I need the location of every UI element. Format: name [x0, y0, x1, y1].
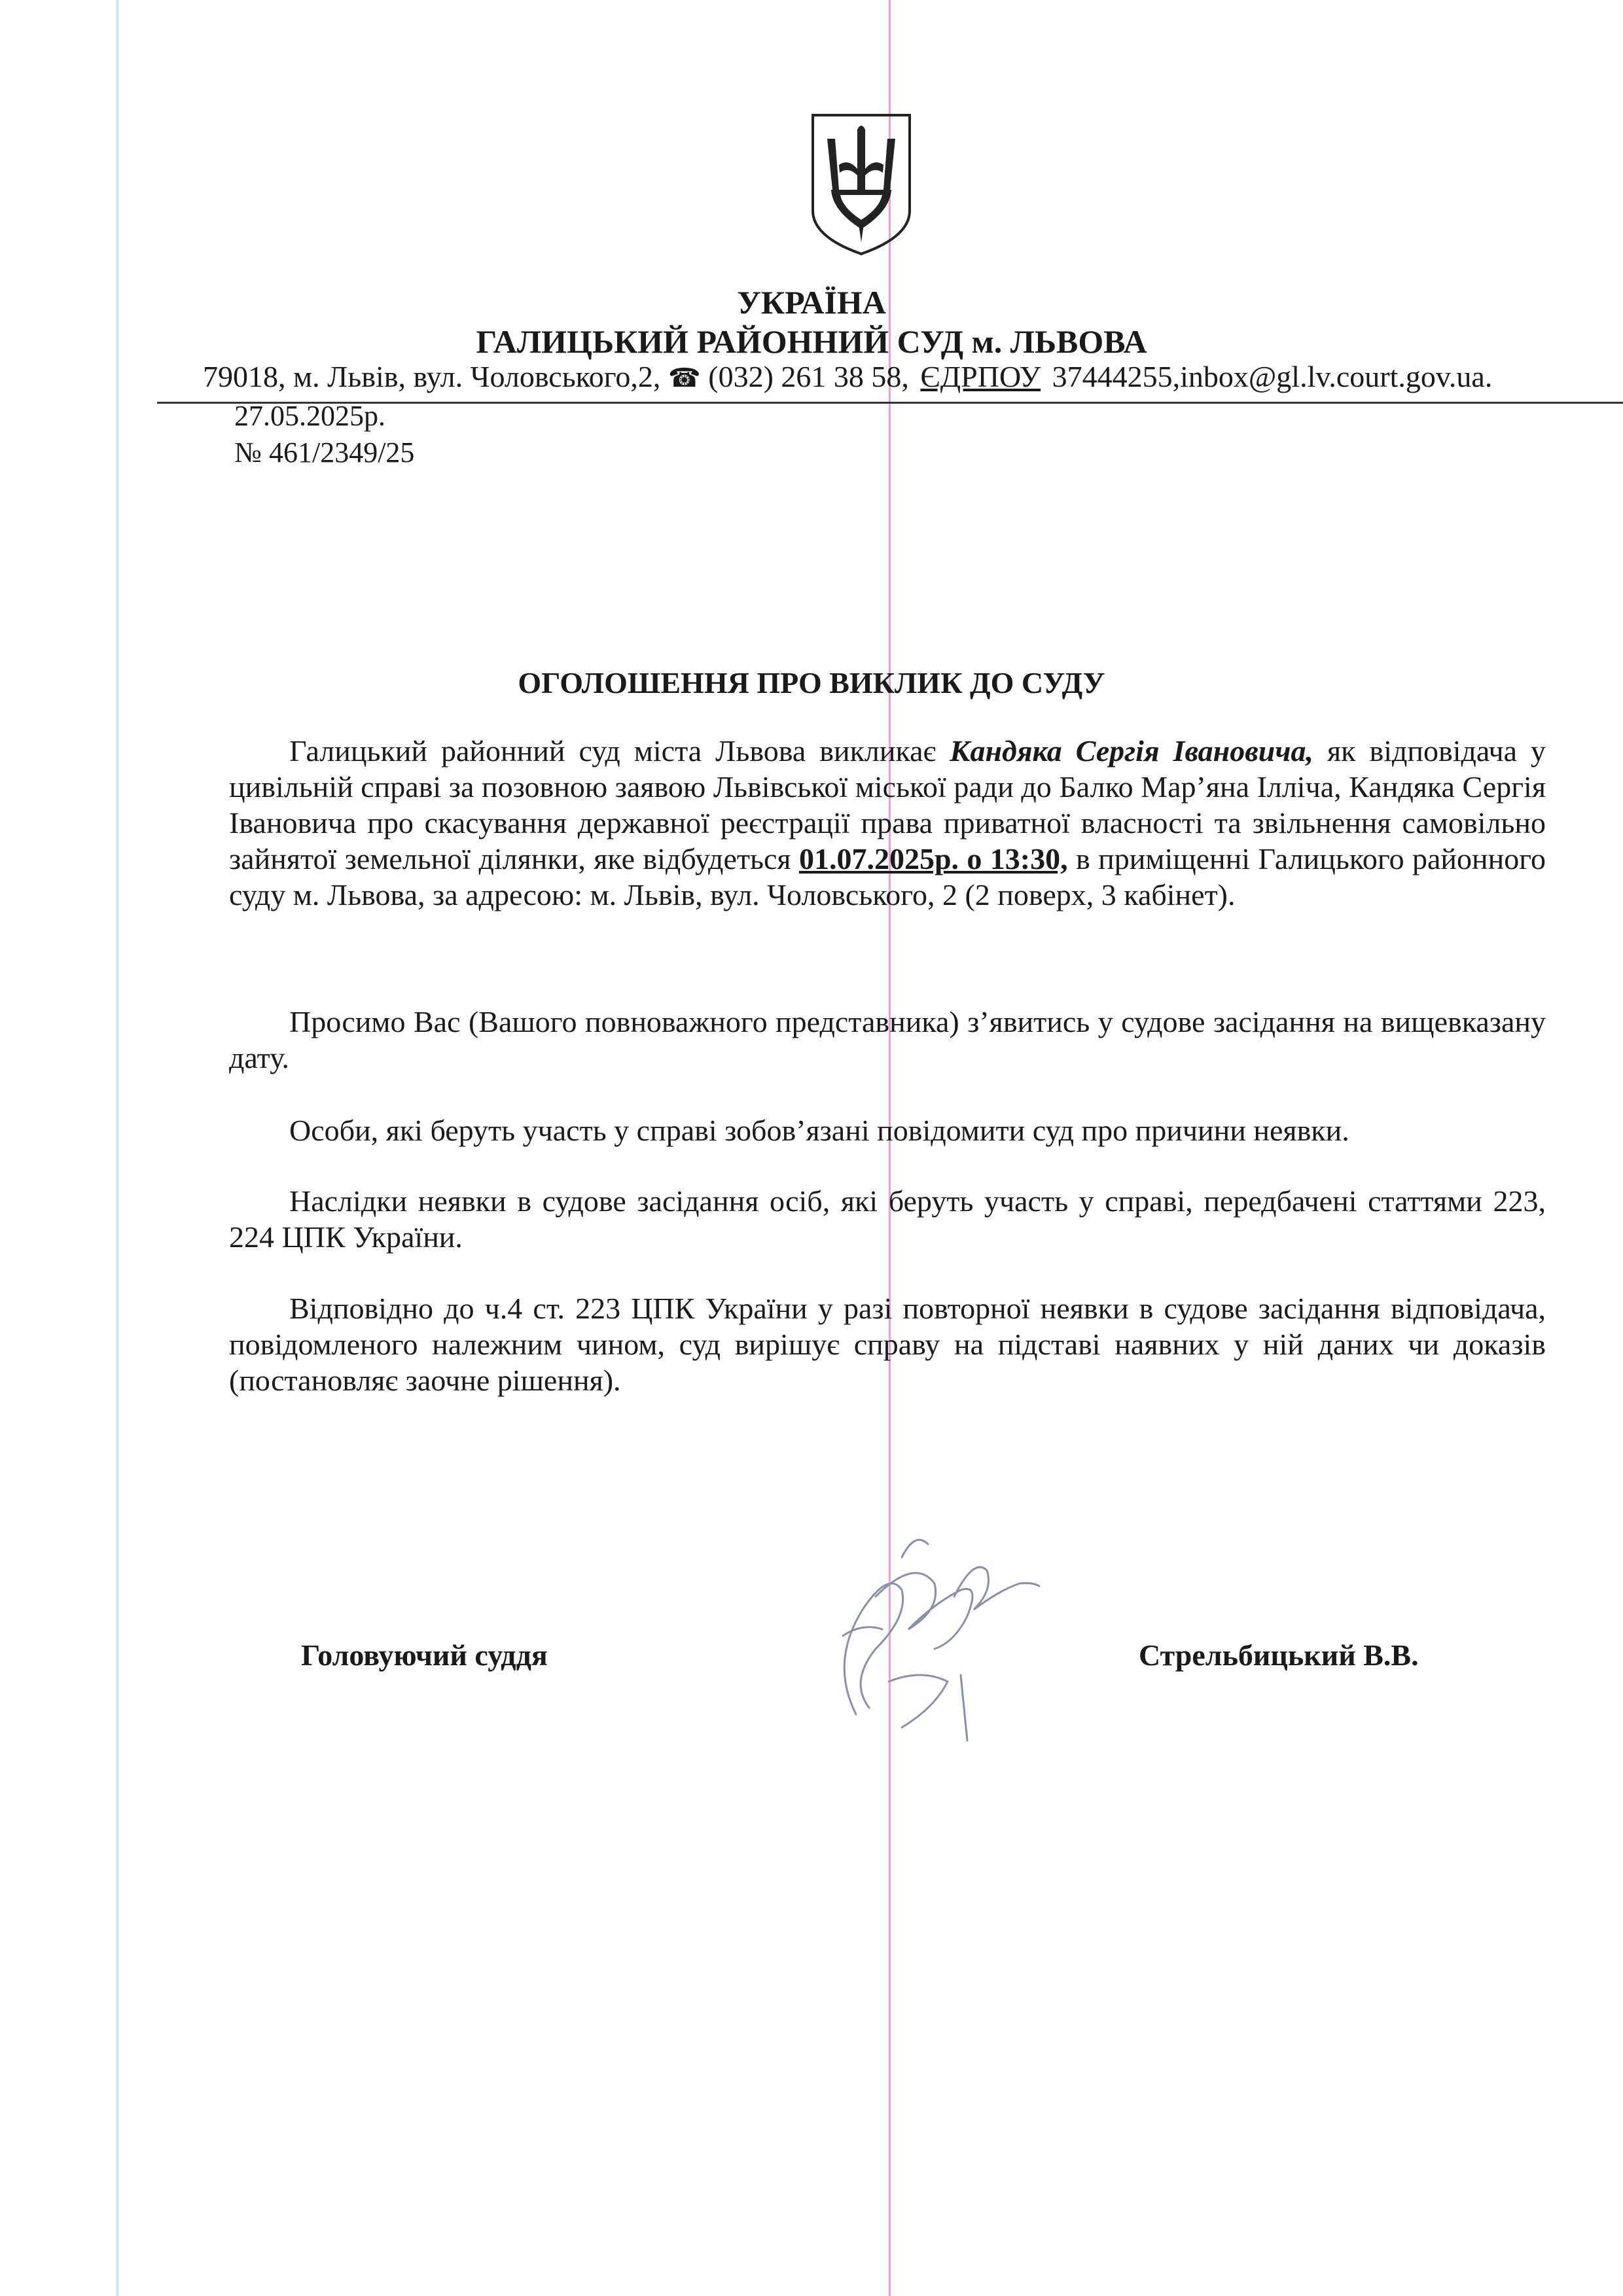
judge-name: Стрельбицький В.В. — [1139, 1638, 1419, 1672]
paragraph-text: як відповідача у цивільній справі за позовною заявою Львівської міської ради до Балко Мар’яна Ілліча, Кандяка Сергія Івановича про скасування державної реєстрації права приватної власності та звільнення самовільно зайнятої земельної ділянки, яке відбудеться — [229, 734, 1546, 875]
country-heading: УКРАЇНА — [737, 284, 886, 321]
document-title: ОГОЛОШЕННЯ ПРО ВИКЛИК ДО СУДУ — [518, 666, 1105, 699]
court-phone: (032) 261 38 58, — [708, 360, 909, 393]
summons-paragraph — [229, 733, 1546, 913]
paragraph-text: Наслідки неявки в судове засідання осіб, які беруть участь у справі, передбачені статтями 223, 224 ЦПК України. — [229, 1184, 1546, 1254]
handwritten-signature — [804, 1518, 1052, 1754]
paragraph-text: Галицький районний суд міста Львова викликає — [289, 734, 950, 768]
edrpou-label: ЄДРПОУ — [920, 360, 1041, 393]
edrpou-and-email: 37444255,inbox@gl.lv.court.gov.ua. — [1052, 360, 1493, 393]
document-date: 27.05.2025р. — [234, 400, 385, 432]
paragraph-text: Особи, які беруть участь у справі зобов’язані повідомити суд про причини неявки. — [289, 1114, 1349, 1147]
default-judgment-paragraph — [229, 1290, 1546, 1398]
case-number: № 461/2349/25 — [234, 436, 415, 468]
court-address: 79018, м. Львів, вул. Чоловського,2, — [203, 360, 661, 393]
paragraph-text: Просимо Вас (Вашого повноважного представника) з’явитись у судове засідання на вищевказану дату. — [229, 1005, 1546, 1074]
judge-role: Головуючий суддя — [301, 1638, 548, 1672]
hearing-datetime: 01.07.2025р. о 13:30, — [798, 842, 1068, 875]
paragraph-text: Відповідно до ч.4 ст. 223 ЦПК України у разі повторної неявки в судове засідання відповідача, повідомленого належним чином, суд вирішує справу на підставі наявних у ній даних чи доказів (постановляє заочне рішення). — [229, 1292, 1546, 1397]
telephone-icon: ☎ — [668, 363, 701, 393]
consequences-paragraph — [229, 1183, 1546, 1255]
coat-of-arms-icon — [809, 113, 914, 256]
defendant-name: Кандяка Сергія Івановича, — [950, 734, 1314, 768]
obligation-paragraph — [229, 1112, 1546, 1148]
court-heading: ГАЛИЦЬКИЙ РАЙОННИЙ СУД м. ЛЬВОВА — [476, 323, 1147, 360]
paragraph-text: в приміщенні Галицького районного суду м. Львова, за адресою: м. Львів, вул. Чоловського, 2 (2 поверх, 3 кабінет). — [229, 842, 1546, 911]
court-address-line — [203, 357, 1492, 398]
request-paragraph — [229, 1004, 1546, 1076]
